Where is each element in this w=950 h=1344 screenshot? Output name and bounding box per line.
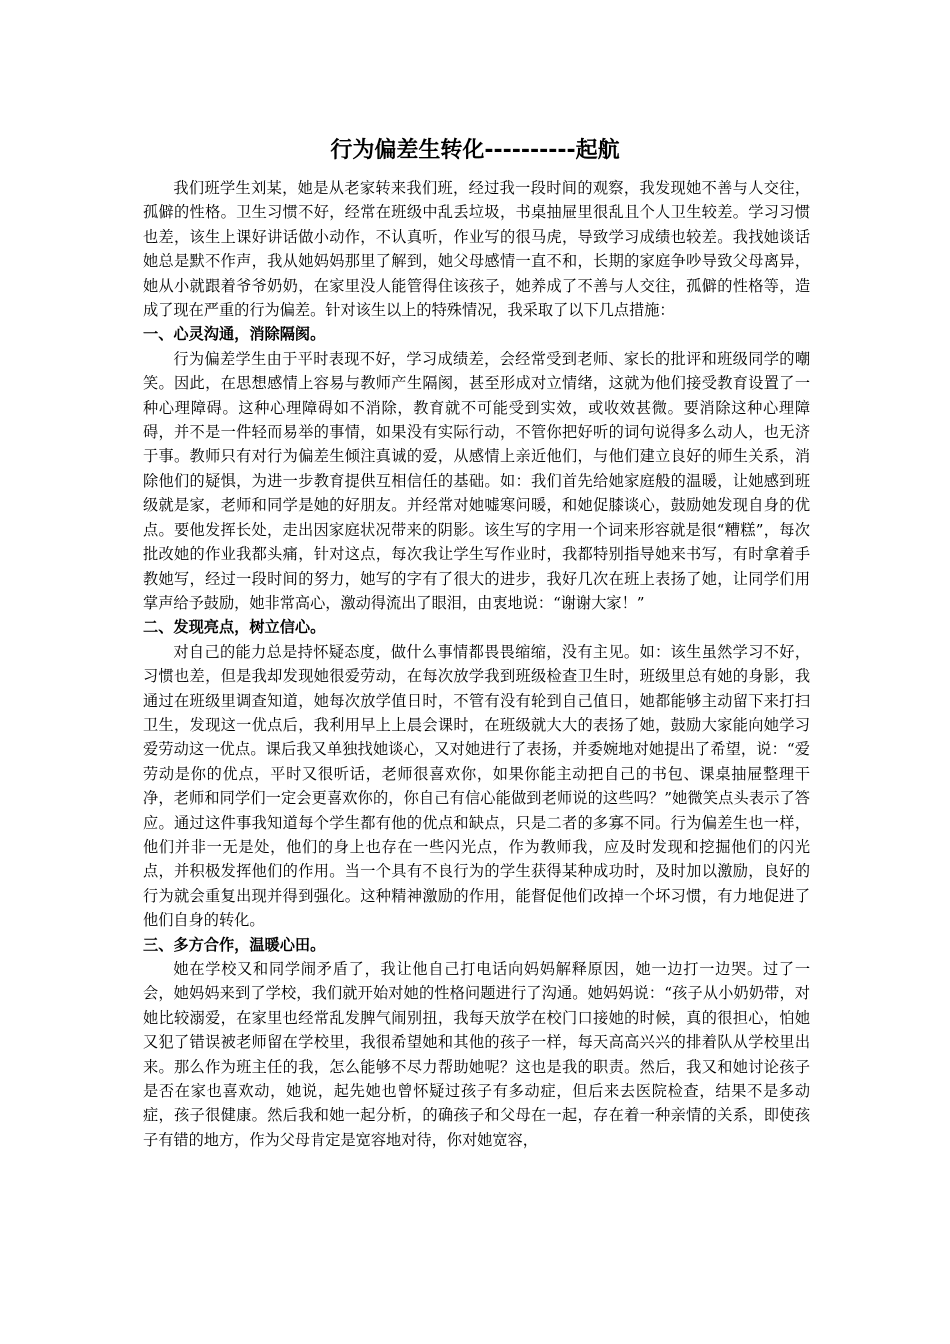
intro-paragraph: 我们班学生刘某，她是从老家转来我们班，经过我一段时间的观察，我发现她不善与人交往，孤僻的性格。卫生习惯不好，经常在班级中乱丢垃圾，书桌抽屉里很乱且个人卫生较差。学习习惯也差，该生上课好讲话做小动作，不认真听，作业写的很马虎，导致学习成绩也较差。我找她谈话她总是默不作声，我从她妈妈那里了解到，她父母感情一直不和，长期的家庭争吵导致父母离异，她从小就跟着爷爷奶奶，在家里没人能管得住该孩子，她养成了不善与人交往，孤僻的性格等，造成了现在严重的行为偏差。针对该生以上的特殊情况，我采取了以下几点措施： [143, 179, 810, 320]
section-paragraph-2: 对自己的能力总是持怀疑态度，做什么事情都畏畏缩缩，没有主见。如：该生虽然学习不好，习惯也差，但是我却发现她很爱劳动，在每次放学我到班级检查卫生时，班级里总有她的身影，我通过在班级里调查知道，她每次放学值日时，不管有没有轮到自己值日，她都能够主动留下来打扫卫生，发现这一优点后，我利用早上上晨会课时，在班级就大大的表扬了她，鼓励大家能向她学习爱劳动这一优点。课后我又单独找她谈心，又对她进行了表扬，并委婉地对她提出了希望，说：“爱劳动是你的优点，平时又很听话，老师很喜欢你，如果你能主动把自己的书包、课桌抽屉整理干净，老师和同学们一定会更喜欢你的，你自己有信心能做到老师说的这些吗？”她微笑点头表示了答应。通过这件事我知道每个学生都有他的优点和缺点，只是二者的多寡不同。行为偏差生也一样，他们并非一无是处，他们的身上也存在一些闪光点，作为教师我，应及时发现和挖掘他们的闪光点，并积极发挥他们的作用。当一个具有不良行为的学生获得某种成功时，及时加以激励，良好的行为就会重复出现并得到强化。这种精神激励的作用，能督促他们改掉一个坏习惯，有力地促进了他们自身的转化。 [143, 642, 810, 930]
section-heading-1: 一、心灵沟通，消除隔阂。 [143, 325, 326, 344]
section-heading-3: 三、多方合作，温暖心田。 [143, 935, 326, 954]
document-title: 行为偏差生转化----------起航 [330, 138, 620, 163]
section-paragraph-1: 行为偏差学生由于平时表现不好，学习成绩差，会经常受到老师、家长的批评和班级同学的嘲笑。因此，在思想感情上容易与教师产生隔阂，甚至形成对立情绪，这就为他们接受教育设置了一种心理障碍。这种心理障碍如不消除，教育就不可能受到实效，或收效甚微。要消除这种心理障碍，并不是一件轻而易举的事情，如果没有实际行动，不管你把好听的词句说得多么动人，也无济于事。教师只有对行为偏差生倾注真诚的爱，从感情上亲近他们，与他们建立良好的师生关系，消除他们的疑惧，为进一步教育提供互相信任的基础。如：我们首先给她家庭般的温暖，让她感到班级就是家，老师和同学是她的好朋友。并经常对她嘘寒问暖，和她促膝谈心，鼓励她发现自身的优点。要他发挥长处，走出因家庭状况带来的阴影。该生写的字用一个词来形容就是很“糟糕”，每次批改她的作业我都头痛，针对这点，每次我让学生写作业时，我都特别指导她来书写，有时拿着手教她写，经过一段时间的努力，她写的字有了很大的进步，我好几次在班上表扬了她，让同学们用掌声给予鼓励，她非常高心，激动得流出了眼泪，由衷地说：“谢谢大家！” [143, 349, 810, 612]
document-body [143, 176, 810, 1152]
section-paragraph-3: 她在学校又和同学闹矛盾了，我让他自己打电话向妈妈解释原因，她一边打一边哭。过了一会，她妈妈来到了学校，我们就开始对她的性格问题进行了沟通。她妈妈说：“孩子从小奶奶带，对她比较溺爱，在家里也经常乱发脾气闹别扭，我每天放学在校门口接她的时候，真的很担心，怕她又犯了错误被老师留在学校里，我很希望她和其他的孩子一样，每天高高兴兴的排着队从学校里出来。那么作为班主任的我，怎么能够不尽力帮助她呢？这也是我的职责。然后，我又和她讨论孩子是否在家也喜欢动，她说，起先她也曾怀疑过孩子有多动症，但后来去医院检查，结果不是多动症，孩子很健康。然后我和她一起分析，的确孩子和父母在一起，存在着一种亲情的关系，即使孩子有错的地方，作为父母肯定是宽容地对待，你对她宽容， [143, 960, 810, 1149]
section-heading-2: 二、发现亮点，树立信心。 [143, 618, 326, 637]
